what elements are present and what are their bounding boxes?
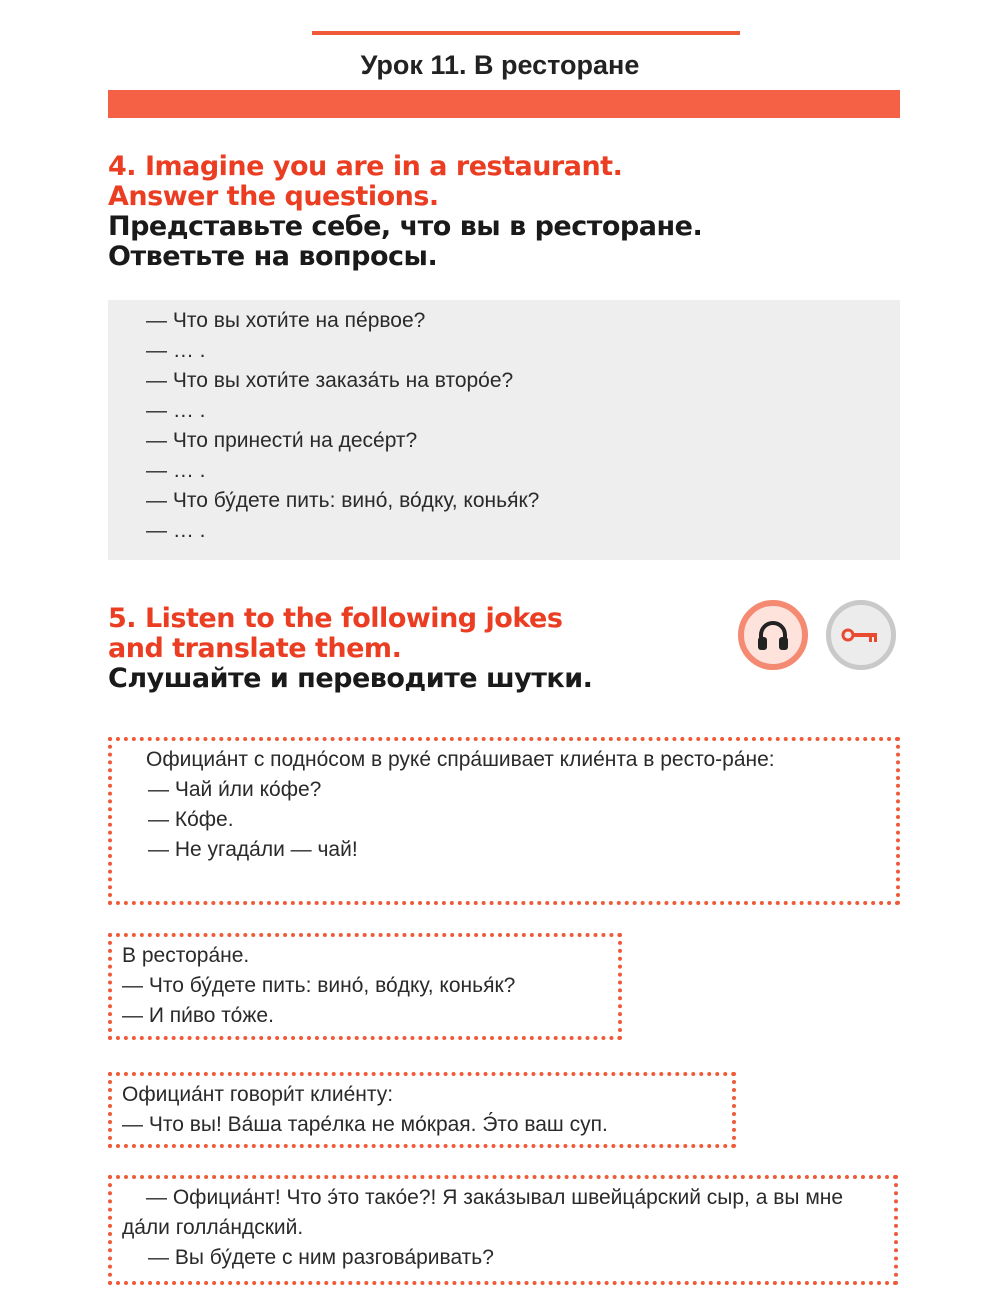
- headphones-icon[interactable]: [738, 600, 808, 670]
- dialogue-line: — … .: [146, 519, 206, 542]
- dialogue-panel: [108, 300, 900, 560]
- joke-box-1: [108, 737, 900, 905]
- dialogue-line: — Что принести́ на десе́рт?: [146, 429, 418, 452]
- joke-line: — И пи́во то́же.: [122, 1004, 274, 1027]
- exercise-5-title-en-1: 5. Listen to the following jokes: [108, 603, 563, 634]
- joke-box-4: [108, 1175, 898, 1285]
- dialogue-line: — Что вы хоти́те заказа́ть на второ́е?: [146, 369, 514, 392]
- exercise-5-title-en-2: and translate them.: [108, 633, 402, 664]
- dialogue-line: — … .: [146, 399, 206, 422]
- exercise-4-title-ru-1: Представьте себе, что вы в ресторане.: [108, 211, 703, 242]
- joke-box-2: [108, 933, 622, 1040]
- exercise-5-title-ru: Слушайте и переводите шутки.: [108, 663, 593, 694]
- dialogue-line: — Что вы хоти́те на пе́рвое?: [146, 309, 426, 332]
- exercise-4-title-ru-2: Ответьте на вопросы.: [108, 241, 438, 272]
- joke-intro: Официа́нт с подно́сом в руке́ спра́шивает клие́нта в ресто-ра́не:: [146, 748, 775, 771]
- joke-intro: Официа́нт говори́т клие́нту:: [122, 1083, 394, 1106]
- joke-line: — Чай и́ли ко́фе?: [148, 778, 322, 801]
- dialogue-line: — … .: [146, 459, 206, 482]
- dialogue-line: — Что бу́дете пить: вино́, во́дку, конья́к?: [146, 489, 540, 512]
- joke-intro: В рестора́не.: [122, 944, 250, 967]
- exercise-4-title-en-2: Answer the questions.: [108, 181, 439, 212]
- exercise-5-heading: [108, 604, 592, 694]
- joke-box-3: [108, 1072, 736, 1148]
- lesson-title: Урок 11. В ресторане: [360, 50, 640, 80]
- joke-line: — Не угада́ли — чай!: [148, 838, 358, 861]
- joke-line: — Что вы! Ва́ша таре́лка не мо́края. Э́то ваш суп.: [122, 1113, 608, 1136]
- joke-line: — Ко́фе.: [148, 808, 234, 831]
- header-band: [108, 90, 900, 118]
- joke-line: — Вы бу́дете с ним разгова́ривать?: [148, 1246, 494, 1269]
- exercise-4-heading: [108, 152, 702, 272]
- exercise-4-title-en-1: 4. Imagine you are in a restaurant.: [108, 151, 623, 182]
- top-rule: [312, 31, 740, 35]
- key-icon[interactable]: [826, 600, 896, 670]
- joke-intro: — Официа́нт! Что э́то тако́е?! Я зака́зывал швейца́рский сыр, а вы мне да́ли голла́ндский.: [122, 1186, 844, 1239]
- dialogue-line: — … .: [146, 339, 206, 362]
- joke-line: — Что бу́дете пить: вино́, во́дку, конья́к?: [122, 974, 516, 997]
